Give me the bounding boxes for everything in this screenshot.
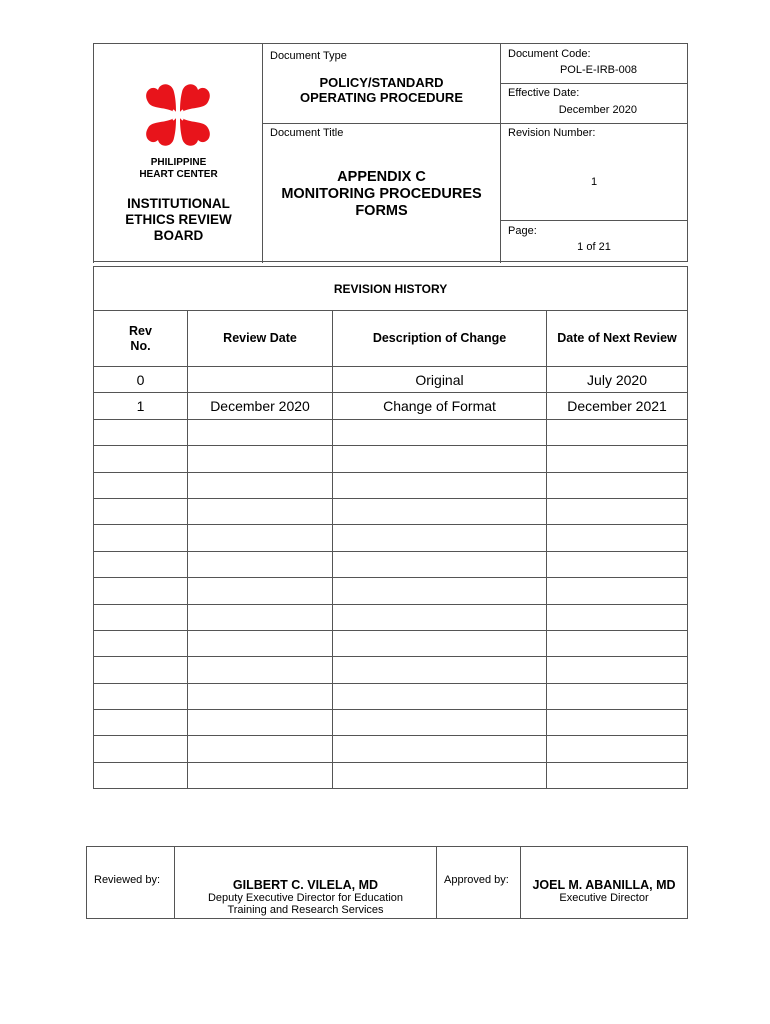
cell-rev-no: [94, 578, 188, 604]
cell-description: [333, 710, 547, 736]
table-row: [94, 525, 688, 551]
reviewed-by-label: Reviewed by:: [94, 874, 161, 886]
reviewer-position-line: Deputy Executive Director for Education: [207, 892, 404, 904]
document-title-label: Document Title: [270, 127, 344, 139]
cell-description: [333, 498, 547, 524]
cell-rev-no: 1: [94, 393, 188, 419]
column-header-rev-no: [94, 311, 188, 367]
table-row: [94, 683, 688, 709]
document-title-cell: [263, 124, 501, 262]
effective-date-value: December 2020: [558, 104, 637, 116]
cell-review-date: [188, 736, 333, 762]
board-name-line: INSTITUTIONAL: [127, 196, 230, 211]
cell-next-review: [547, 630, 688, 656]
table-row: [94, 710, 688, 736]
cell-rev-no: [94, 683, 188, 709]
cell-rev-no: 0: [94, 367, 188, 393]
page-label: Page:: [508, 225, 537, 237]
cell-rev-no: [94, 657, 188, 683]
cell-description: [333, 419, 547, 445]
effective-date-label: Effective Date:: [508, 87, 580, 99]
page-value: 1 of 21: [577, 241, 611, 253]
document-title-line: MONITORING PROCEDURES: [281, 186, 482, 202]
logo-cell: [94, 44, 263, 262]
cell-review-date: [188, 710, 333, 736]
cell-next-review: [547, 604, 688, 630]
cell-review-date: [188, 446, 333, 472]
cell-rev-no: [94, 551, 188, 577]
table-row: [94, 630, 688, 656]
cell-review-date: [188, 657, 333, 683]
approved-by-label: Approved by:: [444, 874, 509, 886]
document-header: [93, 43, 688, 262]
cell-description: [333, 736, 547, 762]
column-header-line: Rev: [129, 323, 152, 338]
cell-review-date: [188, 630, 333, 656]
cell-next-review: [547, 657, 688, 683]
cell-rev-no: [94, 604, 188, 630]
cell-next-review: [547, 419, 688, 445]
cell-description: Change of Format: [333, 393, 547, 419]
reviewed-by-cell: [87, 847, 175, 919]
cell-review-date: [188, 762, 333, 788]
table-row: [94, 604, 688, 630]
cell-review-date: [188, 367, 333, 393]
document-type-label: Document Type: [270, 50, 347, 62]
table-row: [94, 472, 688, 498]
approved-by-cell: [437, 847, 521, 919]
cell-rev-no: [94, 630, 188, 656]
cell-description: [333, 446, 547, 472]
cell-next-review: [547, 498, 688, 524]
table-row: [94, 419, 688, 445]
org-name: [94, 157, 263, 181]
cell-description: [333, 472, 547, 498]
cell-rev-no: [94, 710, 188, 736]
cell-review-date: [188, 604, 333, 630]
approver-cell: [521, 847, 688, 919]
cell-description: [333, 551, 547, 577]
cell-next-review: December 2021: [547, 393, 688, 419]
table-row: [94, 578, 688, 604]
org-name-line: PHILIPPINE: [150, 157, 207, 168]
approver-position: Executive Director: [559, 892, 649, 904]
reviewer-position: [175, 892, 436, 916]
cell-review-date: [188, 525, 333, 551]
cell-review-date: [188, 472, 333, 498]
cell-next-review: [547, 710, 688, 736]
revision-number-cell: [501, 124, 688, 221]
cell-next-review: [547, 578, 688, 604]
board-name-line: ETHICS REVIEW: [125, 212, 232, 227]
cell-review-date: [188, 551, 333, 577]
table-row: [94, 393, 688, 419]
table-row: [94, 657, 688, 683]
cell-description: [333, 604, 547, 630]
revision-history-table: [93, 266, 688, 789]
column-header-description: Description of Change: [333, 311, 547, 367]
cell-description: [333, 525, 547, 551]
heart-clover-logo: [138, 80, 218, 150]
cell-rev-no: [94, 525, 188, 551]
cell-review-date: [188, 498, 333, 524]
cell-rev-no: [94, 446, 188, 472]
org-name-line: HEART CENTER: [139, 169, 218, 180]
column-header-next-review: Date of Next Review: [547, 311, 688, 367]
cell-next-review: [547, 525, 688, 551]
column-header-line: No.: [130, 338, 151, 353]
cell-description: Original: [333, 367, 547, 393]
revision-history-title: REVISION HISTORY: [94, 267, 688, 311]
cell-rev-no: [94, 472, 188, 498]
document-code-value: POL-E-IRB-008: [559, 64, 637, 76]
cell-review-date: December 2020: [188, 393, 333, 419]
document-type-line: OPERATING PROCEDURE: [300, 90, 463, 105]
cell-description: [333, 630, 547, 656]
reviewer-position-line: Training and Research Services: [227, 904, 384, 916]
cell-description: [333, 683, 547, 709]
cell-next-review: [547, 683, 688, 709]
approver-name: JOEL M. ABANILLA, MD: [532, 878, 676, 892]
column-header-review-date: Review Date: [188, 311, 333, 367]
cell-rev-no: [94, 762, 188, 788]
revision-number-value: 1: [590, 176, 598, 188]
table-row: [94, 551, 688, 577]
cell-next-review: [547, 551, 688, 577]
document-type-value: [263, 75, 500, 115]
cell-next-review: [547, 446, 688, 472]
cell-review-date: [188, 683, 333, 709]
document-code-cell: [501, 44, 688, 84]
table-row: [94, 498, 688, 524]
cell-description: [333, 762, 547, 788]
cell-next-review: July 2020: [547, 367, 688, 393]
cell-description: [333, 657, 547, 683]
cell-review-date: [188, 578, 333, 604]
board-name-line: BOARD: [153, 228, 204, 243]
document-code-label: Document Code:: [508, 48, 591, 60]
revision-number-label: Revision Number:: [508, 127, 596, 139]
table-row: [94, 367, 688, 393]
cell-next-review: [547, 762, 688, 788]
document-title-line: APPENDIX C: [337, 169, 426, 185]
board-name: [94, 196, 263, 244]
table-row: [94, 446, 688, 472]
cell-next-review: [547, 736, 688, 762]
cell-review-date: [188, 419, 333, 445]
document-type-cell: [263, 44, 501, 124]
effective-date-cell: [501, 84, 688, 124]
cell-rev-no: [94, 498, 188, 524]
document-type-line: POLICY/STANDARD: [319, 75, 444, 90]
cell-rev-no: [94, 736, 188, 762]
table-row: [94, 762, 688, 788]
table-row: [94, 736, 688, 762]
page-cell: [501, 221, 688, 262]
cell-description: [333, 578, 547, 604]
reviewer-name: GILBERT C. VILELA, MD: [232, 878, 379, 892]
cell-rev-no: [94, 419, 188, 445]
signature-block: [86, 846, 688, 919]
reviewer-cell: [175, 847, 437, 919]
document-title-value: [263, 169, 500, 220]
cell-next-review: [547, 472, 688, 498]
document-title-line: FORMS: [355, 203, 408, 219]
